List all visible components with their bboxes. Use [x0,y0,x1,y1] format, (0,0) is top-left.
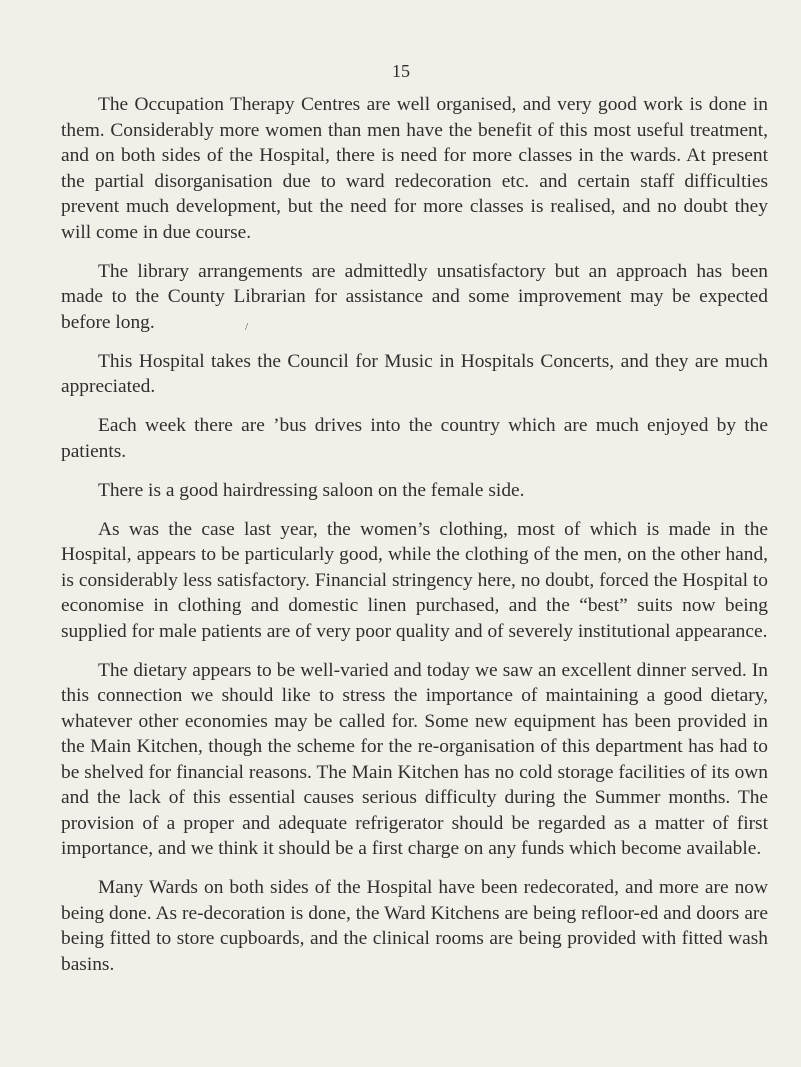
page-number: 15 [392,61,410,81]
stray-pen-mark: / [245,321,249,333]
paragraph-occupation-therapy: The Occupation Therapy Centres are well organised, and very good work is done in them. Considerably more women than men have the benefit of this most useful treatment, and on both sides of the Hospital, there is need for more classes in the wards. At present the partial disorganisation due to ward redecoration etc. and certain staff difficulties prevent much development, but the need for more classes is realised, and no doubt they will come in due course. [61,94,768,243]
paragraph-ward-redecoration: Many Wards on both sides of the Hospital have been redecorated, and more are now being done. As re-decoration is done, the Ward Kitchens are being refloor-ed and doors are being fitted to store cupboards, and the clinical rooms are being provided with fitted wash basins. [61,877,768,975]
body-text [61,92,768,991]
paragraph-bus-drives: Each week there are ’bus drives into the country which are much enjoyed by the patients. [61,415,768,462]
paragraph-clothing: As was the case last year, the women’s clothing, most of which is made in the Hospital, appears to be particularly good, while the clothing of the men, on the other hand, is considerably less satisfactory. Financial stringency here, no doubt, forced the Hospital to economise in clothing and domestic linen purchased, and the “best” suits now being supplied for male patients are of very poor quality and of severely institutional appearance. [61,518,768,642]
paragraph-music-concerts: This Hospital takes the Council for Music in Hospitals Concerts, and they are much appreciated. [61,350,768,397]
paragraph-library: The library arrangements are admittedly unsatisfactory but an approach has been made to the County Librarian for assistance and some improvement may be expected before long. [61,260,768,333]
paragraph-hairdressing: There is a good hairdressing saloon on the female side. [98,479,525,501]
paragraph-dietary: The dietary appears to be well-varied and today we saw an excellent dinner served. In this connection we should like to stress the importance of maintaining a good dietary, whatever other economies may be called for. Some new equipment has been provided in the Main Kitchen, though the scheme for the re-organisation of this department has had to be shelved for financial reasons. The Main Kitchen has no cold storage facilities of its own and the lack of this essential causes serious difficulty during the Summer months. The provision of a proper and adequate refrigerator should be regarded as a matter of first importance, and we think it should be a first charge on any funds which become available. [61,659,768,859]
